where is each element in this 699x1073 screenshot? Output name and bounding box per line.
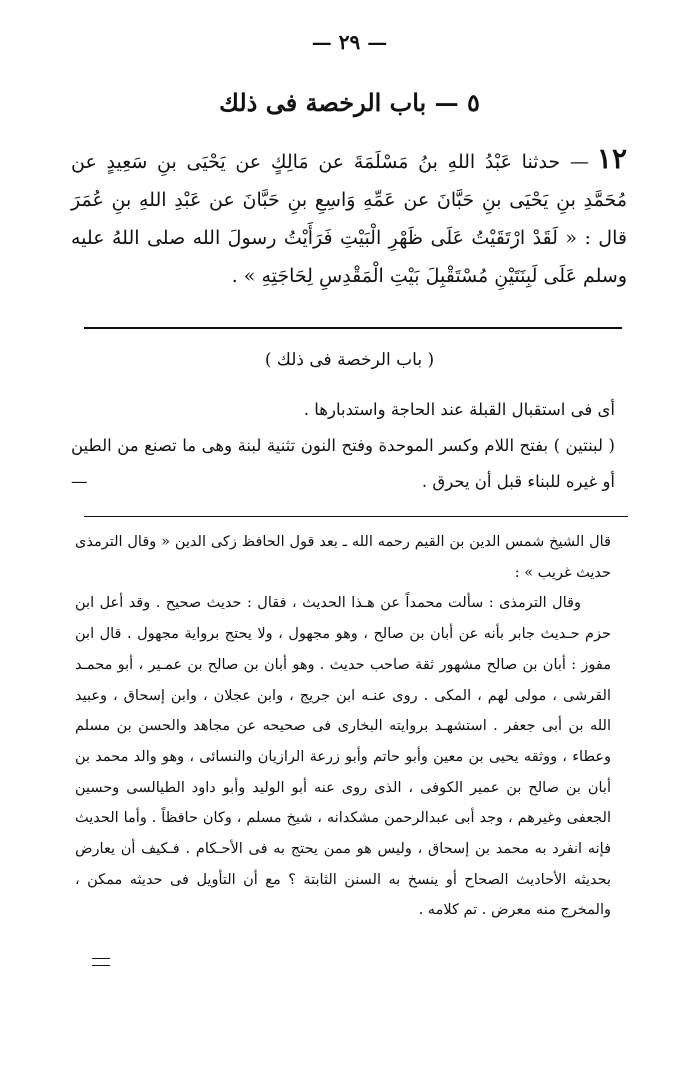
commentary-paragraph-2 <box>71 428 615 500</box>
main-divider <box>84 327 622 329</box>
footnote-divider <box>84 516 628 517</box>
commentary-heading: ( باب الرخصة فى ذلك ) <box>264 350 435 370</box>
commentary-paragraph-2-text: ( لبنتين ) بفتح اللام وكسر الموحدة وفتح النون تثنية لبنة وهى ما تصنع من الطين أو غيره للبناء قبل أن يحرق . <box>71 436 615 491</box>
page-number: — ٢٩ — <box>311 30 388 54</box>
ibn-qayyim-intro: قال الشيخ شمس الدين بن القيم رحمه الله ـ بعد قول الحافظ زكى الدين « وقال الترمذى حديث غريب » : <box>75 534 611 581</box>
section-end-mark <box>92 958 110 966</box>
commentary-end-dash: — <box>71 472 88 491</box>
hadith-number: ١٢ <box>596 142 627 175</box>
hadith-block <box>71 140 627 295</box>
commentary-block <box>71 392 615 500</box>
ibn-qayyim-note <box>75 527 611 926</box>
ibn-qayyim-body: وقال الترمذى : سألت محمداً عن هـذا الحديث ، فقال : حديث صحيح . وقد أعل ابن حزم حـديث جابر بأنه عن أبان بن صالح ، وهو مجهول ، ولا يحتج برواية مجهول . قال ابن مفوز : أبان بن صالح مشهور ثقة صاحب حديث . وهو أبان بن صالح بن عمـير ، أبو محمـد القرشى ، مولى لهم ، المكى . روى عنـه ابن جريج ، وابن عجلان ، وابن إسحاق ، وعبيد الله بن أبى جعفر . استشهـد بروايته البخارى فى صحيحه عن مجاهد والحسن بن مسلم وعطاء ، ووثقه يحيى بن معين وأبو حاتم وأبو زرعة الرازيان والنسائى ، وهو والد محمد بن أبان بن صالح بن عمير الكوفى ، الذى روى عنه أبو الوليد وأبو داود الطيالسى وحسين الجعفى وغيرهم ، وجد أبى عبدالرحمن مشكدانه ، شيخ مسلم ، وكان حافظاً . وأما الحديث فإنه انفرد به محمد بن إسحاق ، وليس هو ممن يحتج به فى الأحـكام . فـكيف أن يعارض بحديثه الأحاديث الصحاح أو ينسخ به السنن الثابتة ؟ مع أن التأويل فى حديثه ممكن ، والمخرج منه معرض . تم كلامه . <box>75 595 611 919</box>
hadith-text: — حدثنا عَبْدُ اللهِ بنُ مَسْلَمَةَ عن مَالِكٍ عن يَحْيَى بنِ سَعِيدٍ عن مُحَمَّدِ بنِ يَحْيَى بنِ حَبَّانَ عن عَمِّهِ وَاسِعِ بنِ حَبَّانَ عن عَبْدِ اللهِ بنِ عُمَرَ قال : « لَقَدْ ارْتَقَيْتُ عَلَى ظَهْرِ الْبَيْتِ فَرَأَيْتُ رسولَ الله صلى اللهُ عليه وسلم عَلَى لَبِنَتَيْنِ مُسْتَقْبِلَ بَيْتِ الْمَقْدِسِ لِحَاجَتِهِ » . <box>71 151 627 287</box>
commentary-paragraph-1: أى فى استقبال القبلة عند الحاجة واستدبارها . <box>303 400 615 419</box>
chapter-title: ٥ — باب الرخصة فى ذلك <box>219 88 480 117</box>
